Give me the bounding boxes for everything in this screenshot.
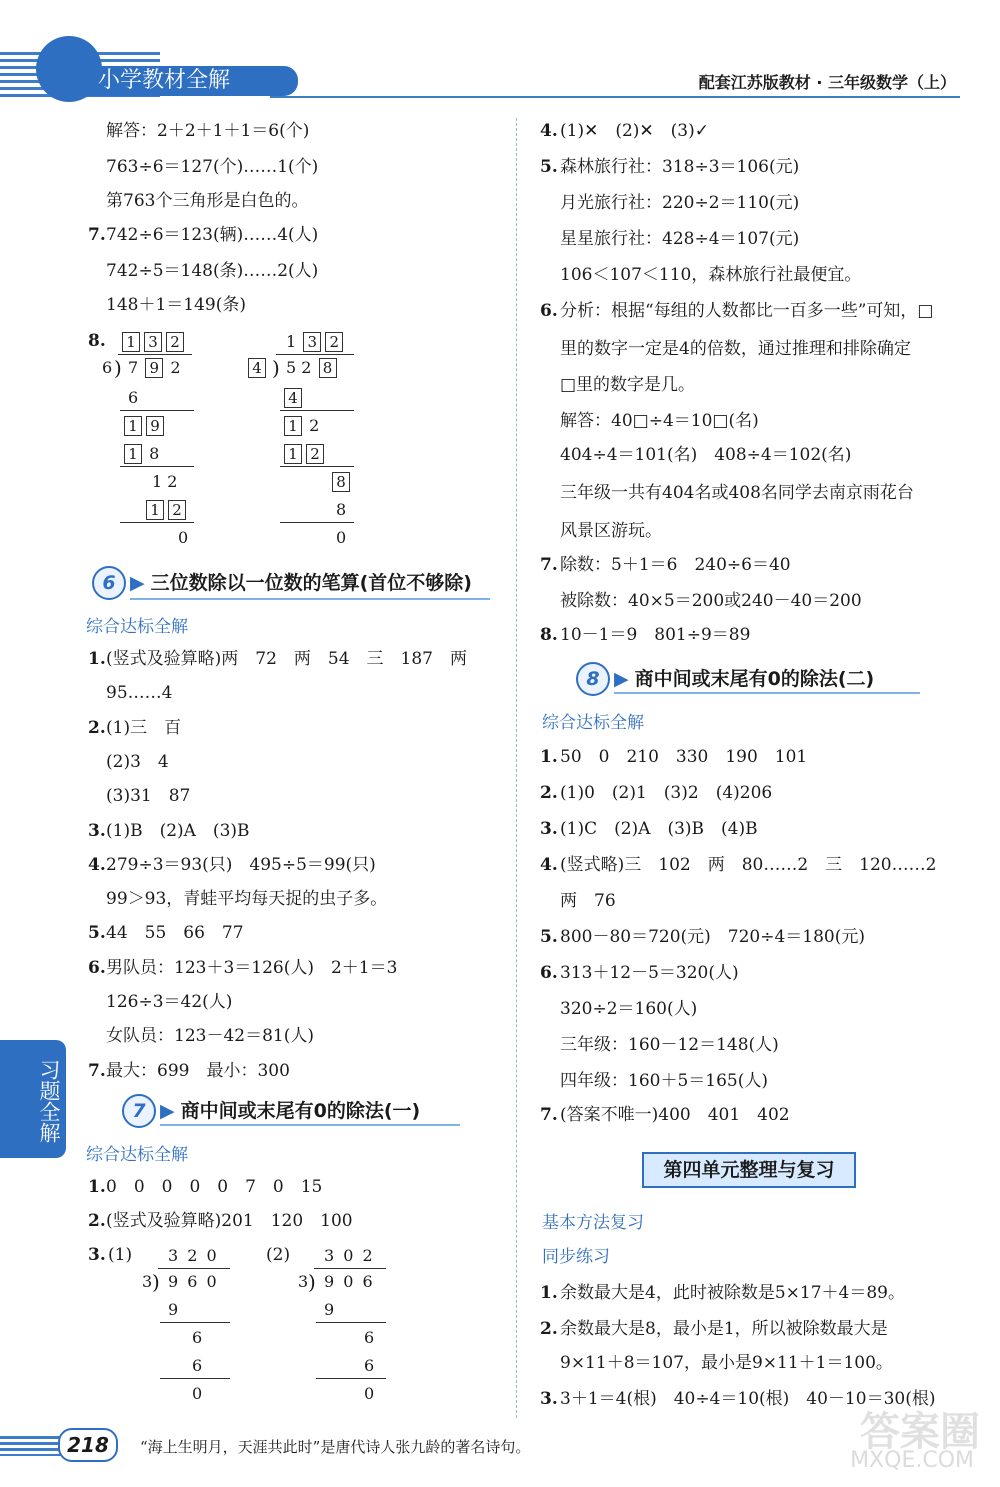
answer-line: (3)31 87 xyxy=(106,786,191,807)
section-underline xyxy=(160,1124,460,1126)
step-rule xyxy=(280,466,354,467)
section-heading-6 xyxy=(92,566,472,600)
long-division-a xyxy=(100,330,210,550)
answer-line: 第763个三角形是白色的。 xyxy=(106,191,309,211)
step-row-boxed: 1 2 xyxy=(282,416,319,436)
subsection-label: 同步练习 xyxy=(542,1247,610,1267)
question-number: 2. xyxy=(540,783,558,803)
long-division-3-1 xyxy=(140,1244,240,1414)
step-row-boxed xyxy=(330,472,352,492)
quotient: 3 2 0 xyxy=(168,1246,219,1265)
step-row: 9 xyxy=(324,1300,335,1319)
step-row-boxed xyxy=(122,416,166,436)
section-number-badge: 8 xyxy=(576,662,610,696)
question-number: 2. xyxy=(88,717,106,738)
answer-line: 被除数：40×5＝200或240－40＝200 xyxy=(560,591,862,611)
digit-box: 4 xyxy=(248,358,266,378)
answer-line: 404÷4＝101(名) 408÷4＝102(名) xyxy=(560,445,852,465)
answer-line: (竖式略)三 102 两 80……2 三 120……2 xyxy=(560,855,937,875)
question-number: 1. xyxy=(540,1283,558,1303)
digit-box: 4 xyxy=(284,388,302,408)
step-rule xyxy=(120,410,194,411)
quotient-row xyxy=(286,332,345,352)
answer-line: 742÷5＝148(条)……2(人) xyxy=(106,261,319,281)
dividend: 9 6 0 xyxy=(168,1272,219,1291)
step-row: 6 xyxy=(364,1328,375,1347)
question-number: 5. xyxy=(88,923,106,944)
answer-line: 男队员：123＋3＝126(人) 2＋1＝3 xyxy=(106,957,398,978)
answer-line: 两 76 xyxy=(560,891,616,911)
step-row-boxed xyxy=(282,444,326,464)
step-rule xyxy=(120,522,194,523)
question-number: 5. xyxy=(540,927,558,947)
side-tab: 习题全解 xyxy=(0,1040,66,1158)
step-rule xyxy=(160,1322,230,1323)
division-bar xyxy=(276,354,354,355)
question-number: 1. xyxy=(88,1177,106,1197)
answer-line: 126÷3＝42(人) xyxy=(106,992,233,1012)
answer-line: 解答：2＋2＋1＋1＝6(个) xyxy=(106,121,310,141)
division-bar xyxy=(314,1268,386,1269)
answer-line: 50 0 210 330 190 101 xyxy=(560,747,808,767)
question-number: 8. xyxy=(88,331,106,351)
answer-line: 279÷3＝93(只) 495÷5＝99(只) xyxy=(106,854,376,875)
section-title: 三位数除以一位数的笔算(首位不够除) xyxy=(150,572,472,594)
step-row: 6 xyxy=(192,1328,203,1347)
digit-box: 1 xyxy=(124,416,142,436)
step-rule xyxy=(280,410,354,411)
quotient: 3 0 2 xyxy=(324,1246,375,1265)
divisor: 3 xyxy=(298,1272,309,1291)
answer-line: 800－80＝720(元) 720÷4＝180(元) xyxy=(560,927,866,947)
dividend-row xyxy=(286,358,339,378)
step-row: 0 xyxy=(336,528,347,547)
question-number: 2. xyxy=(540,1319,558,1339)
section-number-badge: 7 xyxy=(122,1094,156,1128)
dividend: 9 0 6 xyxy=(324,1272,375,1291)
answer-line: 分析：根据“每组的人数都比一百多一些”可知，□ xyxy=(560,301,934,321)
answer-line: (2)3 4 xyxy=(106,751,169,772)
answer-line: 763÷6＝127(个)……1(个) xyxy=(106,157,319,177)
division-bar xyxy=(118,354,192,355)
step-row: 6 xyxy=(192,1356,203,1375)
answer-line: 99＞93，青蛙平均每天捉的虫子多。 xyxy=(106,889,388,910)
subsection-label: 综合达标全解 xyxy=(86,617,188,637)
answer-line: (竖式及验算略)两 72 两 54 三 187 两 xyxy=(106,649,467,669)
answer-line: 320÷2＝160(人) xyxy=(560,999,698,1019)
long-division-b xyxy=(246,330,366,550)
answer-line: (竖式及验算略)201 120 100 xyxy=(106,1211,353,1231)
question-number: 3. xyxy=(88,1245,106,1265)
answer-line: 里的数字一定是4的倍数，通过推理和排除确定 xyxy=(560,339,911,359)
step-row: 9 xyxy=(168,1300,179,1319)
watermark-logo: 答案圈 xyxy=(860,1409,980,1455)
watermark-url: MXQE.COM xyxy=(850,1448,974,1473)
division-bracket: ) xyxy=(114,356,122,380)
step-row-boxed xyxy=(282,388,304,408)
subsection-label: 基本方法复习 xyxy=(542,1213,644,1233)
division-bracket: ) xyxy=(152,1270,160,1294)
digit-box: 2 xyxy=(168,500,186,520)
question-number: 7. xyxy=(540,555,558,575)
answer-line: 月光旅行社：220÷2＝110(元) xyxy=(560,193,800,213)
digit-box: 8 xyxy=(319,358,337,378)
step-rule xyxy=(316,1378,386,1379)
step-row: 6 xyxy=(128,388,139,407)
long-division-3-2 xyxy=(296,1244,396,1414)
step-row: 8 xyxy=(336,500,347,519)
question-number: 1. xyxy=(88,649,106,669)
step-row-boxed: 1 8 xyxy=(122,444,159,464)
question-number: 3. xyxy=(88,820,106,841)
answer-line: (答案不唯一)400 401 402 xyxy=(560,1105,790,1125)
answer-line: 9×11＋8＝107，最小是9×11＋1＝100。 xyxy=(560,1353,893,1373)
review-heading: 第四单元整理与复习 xyxy=(642,1152,856,1188)
answer-line: 106＜107＜110，森林旅行社最便宜。 xyxy=(560,265,862,285)
digit: 7 xyxy=(128,358,139,377)
header-rule xyxy=(270,96,960,98)
answer-line: (1)B (2)A (3)B xyxy=(106,820,250,841)
answer-line: 44 55 66 77 xyxy=(106,923,244,944)
question-number: 4. xyxy=(88,854,106,875)
question-number: 1. xyxy=(540,747,558,767)
arrow-icon: ▶ xyxy=(130,572,145,594)
digit-box: 3 xyxy=(303,332,321,352)
edition-label: 配套江苏版教材 · 三年级数学（上） xyxy=(698,73,956,92)
divisor: 6 xyxy=(102,358,113,377)
answer-line: 最大：699 最小：300 xyxy=(106,1060,290,1081)
question-number: 5. xyxy=(540,157,558,177)
page-number: 218 xyxy=(58,1428,118,1462)
section-underline xyxy=(130,598,490,600)
question-number: 7. xyxy=(88,225,106,245)
answer-line: 四年级：160＋5＝165(人) xyxy=(560,1071,768,1091)
divisor: 3 xyxy=(142,1272,153,1291)
step-row: 1 2 xyxy=(152,472,178,491)
digit-box: 3 xyxy=(144,332,162,352)
arrow-icon: ▶ xyxy=(160,1100,175,1122)
question-number: 8. xyxy=(540,625,558,645)
subsection-label: 综合达标全解 xyxy=(542,713,644,733)
section-underline xyxy=(614,692,920,694)
answer-line: 0 0 0 0 0 7 0 15 xyxy=(106,1177,323,1197)
dividend-row xyxy=(128,358,181,378)
section-title: 商中间或末尾有0的除法(二) xyxy=(634,668,875,690)
step-rule xyxy=(280,522,354,523)
answer-line: 余数最大是4，此时被除数是5×17＋4＝89。 xyxy=(560,1283,905,1303)
question-number: 3. xyxy=(540,1389,558,1409)
book-title: 小学教材全解 xyxy=(80,66,298,96)
step-row-boxed xyxy=(144,500,188,520)
answer-line: 三年级：160－12＝148(人) xyxy=(560,1035,779,1055)
digit-box: 9 xyxy=(145,358,163,378)
digit-box: 1 xyxy=(284,416,302,436)
question-number: 7. xyxy=(540,1105,558,1125)
digit-box: 8 xyxy=(332,472,350,492)
answer-line: 森林旅行社：318÷3＝106(元) xyxy=(560,157,800,177)
digit-box: 2 xyxy=(306,444,324,464)
answer-line: 742÷6＝123(辆)……4(人) xyxy=(106,225,319,245)
division-bar xyxy=(158,1268,230,1269)
division-bracket: ) xyxy=(308,1270,316,1294)
answer-line: 风景区游玩。 xyxy=(560,521,662,541)
answer-line: 女队员：123－42＝81(人) xyxy=(106,1026,314,1047)
digit: 2 xyxy=(301,358,312,377)
answer-line: □里的数字是几。 xyxy=(560,375,696,395)
step-rule xyxy=(120,466,194,467)
answer-line: (1)0 (2)1 (3)2 (4)206 xyxy=(560,783,773,803)
question-number: 4. xyxy=(540,121,558,141)
answer-line: 星星旅行社：428÷4＝107(元) xyxy=(560,229,800,249)
section-title: 商中间或末尾有0的除法(一) xyxy=(180,1100,421,1122)
answer-line: 除数：5＋1＝6 240÷6＝40 xyxy=(560,555,791,575)
subsection-label: 综合达标全解 xyxy=(86,1145,188,1165)
question-number: 7. xyxy=(88,1060,106,1081)
step-row: 0 xyxy=(364,1384,375,1403)
part-label: (2) xyxy=(266,1245,291,1265)
question-number: 4. xyxy=(540,855,558,875)
question-number: 6. xyxy=(88,957,106,978)
answer-line: 三年级一共有404名或408名同学去南京雨花台 xyxy=(560,483,914,503)
digit-box: 9 xyxy=(146,416,164,436)
answer-line: 10－1＝9 801÷9＝89 xyxy=(560,625,751,645)
answer-line: 313＋12－5＝320(人) xyxy=(560,963,739,983)
answer-line: (1)C (2)A (3)B (4)B xyxy=(560,819,758,839)
section-heading-7 xyxy=(122,1094,420,1128)
question-number: 2. xyxy=(88,1211,106,1231)
divisor-box-wrap xyxy=(246,358,268,378)
digit: 5 xyxy=(286,358,297,377)
digit-box: 2 xyxy=(166,332,184,352)
digit-box: 1 xyxy=(124,444,142,464)
answer-line: 148＋1＝149(条) xyxy=(106,295,246,315)
quotient-row xyxy=(120,332,186,352)
arrow-icon: ▶ xyxy=(614,668,629,690)
digit-box: 1 xyxy=(122,332,140,352)
digit: 2 xyxy=(170,358,181,377)
step-row: 0 xyxy=(192,1384,203,1403)
digit-box: 2 xyxy=(325,332,343,352)
answer-line: 3＋1＝4(根) 40÷4＝10(根) 40－10＝30(根) xyxy=(560,1389,936,1409)
part-label: (1) xyxy=(108,1245,133,1265)
step-rule xyxy=(160,1378,230,1379)
column-divider xyxy=(516,118,517,1418)
step-rule xyxy=(316,1322,386,1323)
step-row: 6 xyxy=(364,1356,375,1375)
digit: 1 xyxy=(286,332,297,351)
digit-box: 1 xyxy=(146,500,164,520)
question-number: 6. xyxy=(540,963,558,983)
answer-line: 余数最大是8，最小是1，所以被除数最大是 xyxy=(560,1319,888,1339)
question-number: 6. xyxy=(540,301,558,321)
footer-quote: “海上生明月，天涯共此时”是唐代诗人张九龄的著名诗句。 xyxy=(140,1438,531,1456)
step-row: 0 xyxy=(178,528,189,547)
answer-line: 解答：40□÷4＝10□(名) xyxy=(560,411,759,431)
answer-line: (1)✕ (2)✕ (3)✓ xyxy=(560,121,709,141)
answer-line: 95……4 xyxy=(106,683,173,704)
question-number: 3. xyxy=(540,819,558,839)
section-heading-8 xyxy=(576,662,874,696)
division-bracket: ) xyxy=(272,356,280,380)
digit-box: 1 xyxy=(284,444,302,464)
answer-line: (1)三 百 xyxy=(106,717,182,738)
section-number-badge: 6 xyxy=(92,566,126,600)
